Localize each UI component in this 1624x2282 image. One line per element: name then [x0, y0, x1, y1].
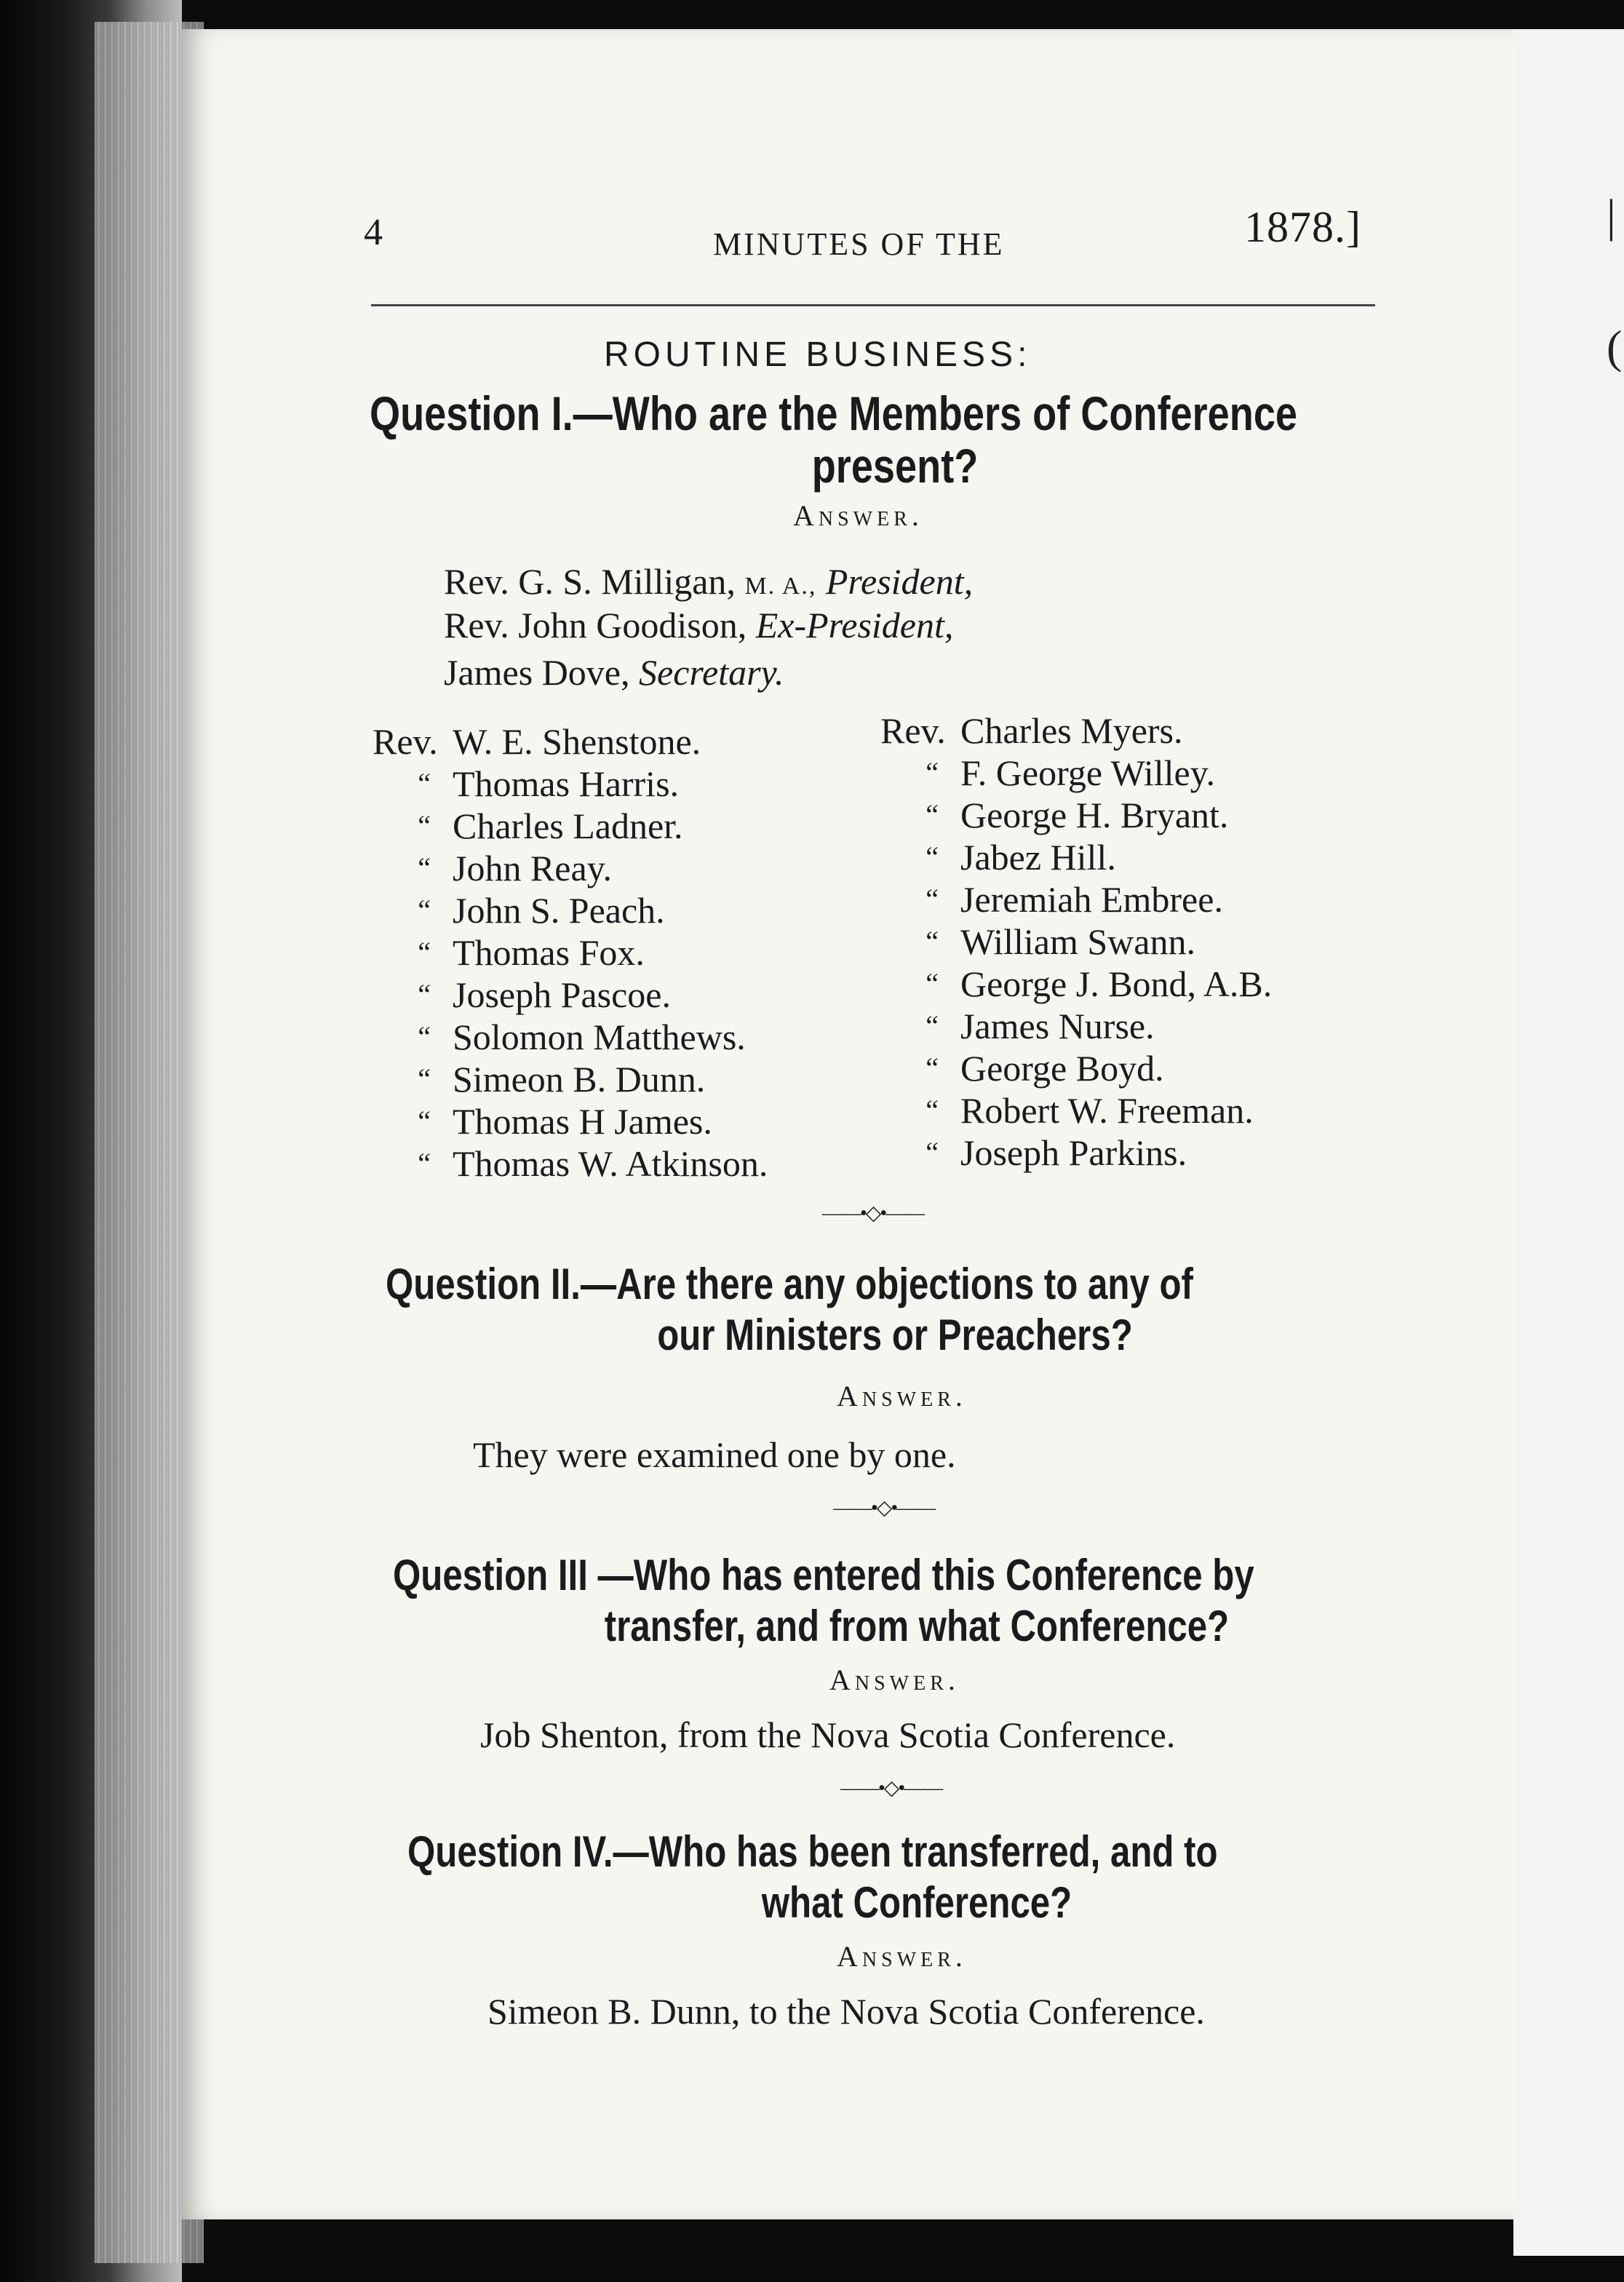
section-title: ROUTINE BUSINESS:: [604, 335, 1032, 374]
member-name: Jeremiah Embree.: [960, 879, 1223, 920]
list-item: [373, 805, 768, 847]
members-left-column: [373, 720, 768, 1185]
list-item: [373, 974, 768, 1016]
question-3-line-2: transfer, and from what Conference?: [604, 1602, 1230, 1650]
list-item: [880, 921, 1272, 963]
member-name: Joseph Parkins.: [960, 1132, 1187, 1173]
section-separator: ——•◇•——: [833, 1497, 935, 1519]
member-name: John S. Peach.: [453, 890, 665, 931]
ditto-mark: “: [926, 1094, 939, 1126]
officer-president: [444, 560, 973, 603]
ditto-mark: “: [418, 1105, 431, 1137]
ditto-mark: “: [926, 883, 939, 915]
member-name: Thomas H James.: [453, 1101, 712, 1142]
list-item: [373, 1058, 768, 1100]
question-1-line-2: present?: [811, 439, 979, 493]
officer-name: Rev. G. S. Milligan,: [444, 561, 736, 602]
member-name: George H. Bryant.: [960, 795, 1229, 835]
list-item: [880, 1047, 1272, 1089]
list-item: [880, 709, 1272, 752]
member-name: Thomas Fox.: [453, 932, 645, 973]
header-year: 1878.]: [1244, 203, 1361, 251]
member-name: W. E. Shenstone.: [453, 721, 701, 762]
question-2-line-2: our Ministers or Preachers?: [657, 1311, 1133, 1359]
ditto-mark: “: [926, 967, 939, 1000]
facing-page-glyph: |: [1607, 190, 1616, 242]
running-title: MINUTES OF THE: [713, 226, 1005, 262]
question-3-line-1: Question III —Who has entered this Conference by: [393, 1551, 1254, 1599]
list-prefix: Rev.: [880, 710, 946, 751]
officer-name: James Dove,: [444, 652, 630, 693]
list-item: [373, 1142, 768, 1185]
list-item: [373, 1100, 768, 1142]
member-name: William Swann.: [960, 921, 1195, 962]
header-rule: [371, 304, 1375, 306]
list-item: [880, 963, 1272, 1005]
officer-role: President,: [825, 561, 974, 602]
page-number: 4: [364, 212, 385, 253]
ditto-mark: “: [418, 767, 431, 800]
member-name: Robert W. Freeman.: [960, 1090, 1254, 1131]
section-separator: ——•◇•——: [840, 1777, 942, 1800]
member-name: Charles Myers.: [960, 710, 1183, 751]
officer-degree: M. A.,: [744, 573, 817, 600]
question-4-line-2: what Conference?: [761, 1878, 1072, 1927]
ditto-mark: “: [926, 798, 939, 831]
member-name: Joseph Pascoe.: [453, 974, 671, 1015]
ditto-mark: “: [418, 978, 431, 1011]
answer-label: Answer.: [837, 1380, 967, 1412]
member-name: Thomas W. Atkinson.: [453, 1143, 768, 1184]
member-name: Jabez Hill.: [960, 837, 1116, 878]
list-item: [880, 794, 1272, 836]
answer-text: Job Shenton, from the Nova Scotia Conference.: [480, 1714, 1176, 1755]
question-4-line-1: Question IV.—Who has been transferred, and to: [407, 1827, 1218, 1876]
ditto-mark: “: [926, 925, 939, 958]
answer-text: They were examined one by one.: [473, 1434, 956, 1475]
member-name: Simeon B. Dunn.: [453, 1059, 706, 1100]
list-item: [880, 1089, 1272, 1132]
section-separator: ——•◇•——: [822, 1202, 924, 1225]
member-name: John Reay.: [453, 848, 612, 888]
member-name: Solomon Matthews.: [453, 1017, 746, 1057]
list-item: [373, 889, 768, 931]
list-item: [373, 763, 768, 805]
member-name: James Nurse.: [960, 1006, 1155, 1046]
ditto-mark: “: [926, 1136, 939, 1169]
member-name: George J. Bond, A.B.: [960, 963, 1273, 1004]
officer-role: Secretary.: [639, 652, 784, 693]
member-name: Thomas Harris.: [453, 763, 680, 804]
list-item: [880, 1132, 1272, 1174]
list-item: [880, 1005, 1272, 1047]
page: [182, 29, 1513, 2219]
question-1-line-1: Question I.—Who are the Members of Conference: [370, 386, 1298, 440]
ditto-mark: “: [926, 756, 939, 789]
officer-secretary: [444, 651, 784, 693]
officer-ex-president: [444, 604, 953, 646]
ditto-mark: “: [418, 1020, 431, 1053]
ditto-mark: “: [926, 1051, 939, 1084]
list-item: [880, 752, 1272, 794]
ditto-mark: “: [418, 1147, 431, 1180]
list-prefix: Rev.: [373, 721, 438, 762]
officer-role: Ex-President,: [755, 605, 954, 645]
ditto-mark: “: [926, 1009, 939, 1042]
ditto-mark: “: [418, 851, 431, 884]
officer-name: Rev. John Goodison,: [444, 605, 747, 645]
answer-label: Answer.: [829, 1663, 960, 1696]
ditto-mark: “: [418, 1062, 431, 1095]
question-2-line-1: Question II.—Are there any objections to any of: [386, 1260, 1193, 1308]
list-item: [373, 847, 768, 889]
member-name: Charles Ladner.: [453, 806, 683, 846]
list-item: [880, 878, 1272, 921]
answer-label: Answer.: [837, 1940, 967, 1973]
answer-label: Answer.: [793, 499, 923, 532]
members-right-column: [880, 709, 1272, 1174]
list-item: [373, 931, 768, 974]
member-name: George Boyd.: [960, 1048, 1164, 1089]
member-name: F. George Willey.: [960, 752, 1215, 793]
answer-text: Simeon B. Dunn, to the Nova Scotia Conference.: [487, 1991, 1205, 2032]
list-item: [373, 720, 768, 763]
list-item: [373, 1016, 768, 1058]
ditto-mark: “: [418, 809, 431, 842]
facing-page-glyph: (: [1607, 321, 1623, 373]
list-item: [880, 836, 1272, 878]
ditto-mark: “: [926, 840, 939, 873]
ditto-mark: “: [418, 894, 431, 926]
ditto-mark: “: [418, 936, 431, 969]
